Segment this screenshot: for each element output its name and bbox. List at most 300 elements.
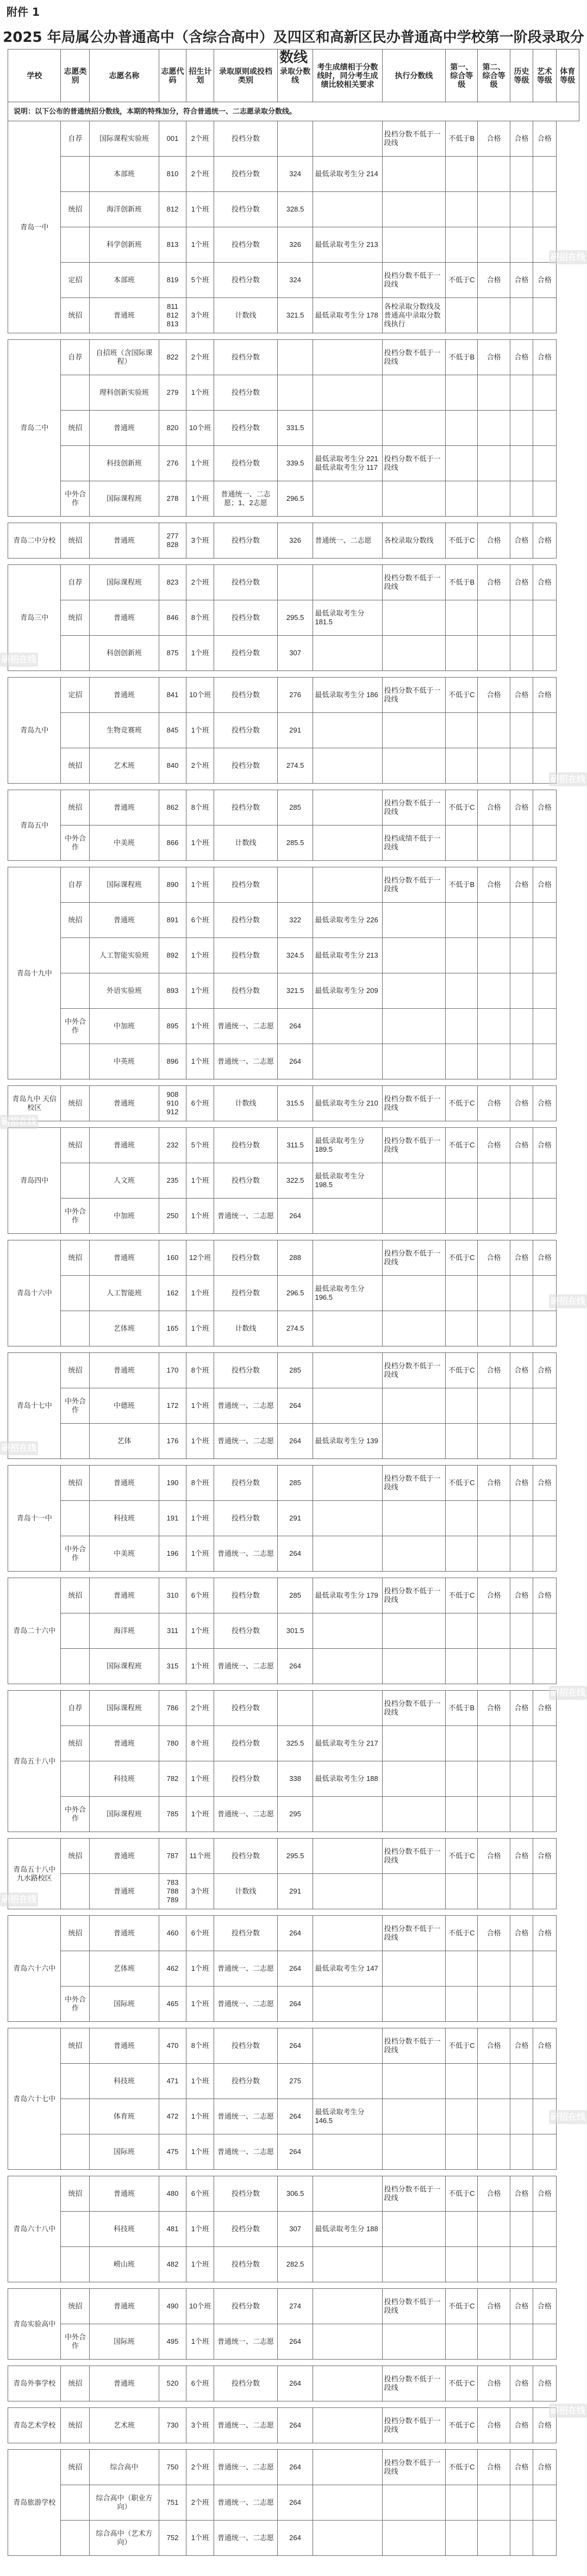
table-cell: 合格 — [478, 1128, 510, 1163]
table-cell: 普通统一、二志愿 — [214, 1009, 278, 1044]
table-cell — [510, 938, 533, 973]
column-header: 考生成绩相于分数线时，同分考生成绩比较相关要求 — [313, 49, 382, 102]
table-cell: 866 — [159, 825, 186, 861]
table-cell: 合格 — [533, 565, 556, 600]
table-cell — [277, 375, 313, 411]
table-cell: 投档分数不低于一段线 — [382, 1916, 446, 1951]
table-cell — [61, 157, 90, 192]
table-cell: 合格 — [533, 2450, 556, 2485]
table-cell: 264 — [277, 1649, 313, 1684]
table-cell: 合格 — [533, 523, 556, 558]
table-cell: 投档分数不低于一段线 — [382, 446, 446, 481]
table-cell: 中加班 — [90, 1199, 159, 1234]
table-cell: 生物竞赛班 — [90, 713, 159, 748]
table-cell — [446, 157, 478, 192]
table-cell: 191 — [159, 1501, 186, 1536]
table-cell: 3个班 — [186, 523, 214, 558]
table-cell: 813 — [159, 227, 186, 263]
table-cell: 艺术班 — [90, 748, 159, 784]
table-row — [8, 1276, 579, 1311]
table-row — [8, 1128, 579, 1163]
table-cell: 合格 — [478, 2408, 510, 2443]
table-row — [8, 1916, 579, 1951]
table-cell — [533, 713, 556, 748]
table-cell: 1个班 — [186, 1649, 214, 1684]
table-row — [8, 1578, 579, 1613]
table-cell — [382, 1726, 446, 1761]
table-cell: 1个班 — [186, 481, 214, 517]
table-cell — [510, 1044, 533, 1079]
table-cell: 投档分数 — [214, 1578, 278, 1613]
section-gap — [8, 1234, 579, 1240]
table-cell: 合格 — [478, 2176, 510, 2212]
table-cell: 291 — [277, 713, 313, 748]
table-cell — [382, 2485, 446, 2521]
table-cell: 中外合作 — [61, 1009, 90, 1044]
table-cell — [478, 1199, 510, 1234]
table-cell: 264 — [277, 2134, 313, 2170]
table-row — [8, 565, 579, 600]
table-cell — [478, 1163, 510, 1199]
table-cell: 最低录取考生分 226 — [313, 903, 382, 938]
table-cell: 科技班 — [90, 1501, 159, 1536]
table-cell: 普通班 — [90, 2028, 159, 2064]
table-cell: 人文班 — [90, 1163, 159, 1199]
table-cell: 合格 — [478, 1353, 510, 1388]
table-cell — [510, 446, 533, 481]
table-cell: 中美班 — [90, 825, 159, 861]
section-gap — [8, 558, 579, 565]
table-cell: 不低于B — [446, 867, 478, 903]
table-cell: 751 — [159, 2485, 186, 2521]
table-cell — [382, 227, 446, 263]
table-cell — [61, 2134, 90, 2170]
table-cell: 合格 — [510, 1839, 533, 1874]
table-cell: 统招 — [61, 1839, 90, 1874]
table-cell — [382, 938, 446, 973]
table-cell — [313, 2485, 382, 2521]
watermark-logo: 研招在线 — [549, 250, 587, 264]
table-cell: 合格 — [510, 263, 533, 298]
table-cell — [313, 375, 382, 411]
table-cell: 482 — [159, 2247, 186, 2282]
table-cell: 投档分数 — [214, 678, 278, 713]
table-cell: 1个班 — [186, 973, 214, 1009]
table-cell: 750 — [159, 2450, 186, 2485]
table-cell: 6个班 — [186, 1578, 214, 1613]
table-cell: 8个班 — [186, 1466, 214, 1501]
section-gap — [8, 2443, 579, 2450]
table-cell: 264 — [277, 1044, 313, 1079]
table-cell: 11个班 — [186, 1839, 214, 1874]
table-cell — [478, 157, 510, 192]
table-cell: 1个班 — [186, 2099, 214, 2134]
table-cell — [510, 2212, 533, 2247]
table-cell: 自荐 — [61, 121, 90, 157]
table-row — [8, 1009, 579, 1044]
table-cell — [478, 1009, 510, 1044]
section-gap — [8, 1459, 579, 1466]
table-cell: 8个班 — [186, 790, 214, 825]
table-cell: 中美班 — [90, 1536, 159, 1572]
table-cell: 不低于B — [446, 121, 478, 157]
table-cell: 1个班 — [186, 1987, 214, 2022]
table-cell — [446, 2324, 478, 2360]
table-cell: 投档分数 — [214, 1501, 278, 1536]
table-cell: 307 — [277, 2212, 313, 2247]
table-cell: 不低于B — [446, 1691, 478, 1726]
table-cell: 908 910 912 — [159, 1086, 186, 1121]
table-cell — [61, 2521, 90, 2556]
table-cell — [478, 636, 510, 671]
table-row — [8, 227, 579, 263]
table-cell — [61, 2064, 90, 2099]
table-cell: 310 — [159, 1578, 186, 1613]
table-row — [8, 825, 579, 861]
table-cell: 投档分数 — [214, 1163, 278, 1199]
table-cell: 合格 — [510, 1916, 533, 1951]
table-cell: 276 — [277, 678, 313, 713]
table-cell: 自荐 — [61, 867, 90, 903]
table-cell: 1个班 — [186, 1388, 214, 1424]
table-cell — [478, 2324, 510, 2360]
table-cell — [61, 1311, 90, 1346]
school-name-cell: 青岛四中 — [8, 1128, 61, 1234]
table-cell — [61, 1424, 90, 1459]
table-cell — [382, 1199, 446, 1234]
table-cell: 定招 — [61, 263, 90, 298]
table-cell — [382, 973, 446, 1009]
table-cell — [478, 1424, 510, 1459]
table-cell: 282.5 — [277, 2247, 313, 2282]
table-cell: 科技班 — [90, 2212, 159, 2247]
section-gap — [8, 861, 579, 867]
table-cell — [446, 411, 478, 446]
table-cell — [313, 2408, 382, 2443]
table-cell: 自荐 — [61, 1691, 90, 1726]
table-row — [8, 1086, 579, 1121]
table-cell: 472 — [159, 2099, 186, 2134]
table-cell: 不低于C — [446, 1839, 478, 1874]
section-gap — [8, 2401, 579, 2408]
section-gap-cell — [8, 784, 579, 790]
table-cell — [382, 2099, 446, 2134]
table-cell: 投档分数 — [214, 1691, 278, 1726]
table-cell: 170 — [159, 1353, 186, 1388]
table-cell — [533, 1951, 556, 1987]
table-cell — [510, 1163, 533, 1199]
table-cell: 264 — [277, 2450, 313, 2485]
section-gap-cell — [8, 2401, 579, 2408]
table-cell — [382, 2324, 446, 2360]
table-cell — [382, 903, 446, 938]
table-cell: 470 — [159, 2028, 186, 2064]
table-cell — [533, 600, 556, 636]
table-cell — [382, 1613, 446, 1649]
table-cell — [382, 1951, 446, 1987]
table-cell: 291 — [277, 1874, 313, 1909]
table-cell — [382, 2247, 446, 2282]
table-cell: 1个班 — [186, 1311, 214, 1346]
table-cell: 合格 — [510, 121, 533, 157]
table-row — [8, 1691, 579, 1726]
table-cell: 合格 — [510, 1578, 533, 1613]
table-cell: 338 — [277, 1761, 313, 1797]
table-cell — [313, 565, 382, 600]
table-cell — [533, 2485, 556, 2521]
table-cell: 295 — [277, 1797, 313, 1832]
school-name-cell: 青岛旅游学校 — [8, 2450, 61, 2556]
table-cell: 合格 — [478, 790, 510, 825]
table-row — [8, 1951, 579, 1987]
table-cell: 统招 — [61, 298, 90, 333]
table-row — [8, 1163, 579, 1199]
table-cell: 12个班 — [186, 1240, 214, 1276]
table-cell — [510, 481, 533, 517]
table-cell: 海洋班 — [90, 1613, 159, 1649]
table-cell: 国际班 — [90, 1987, 159, 2022]
table-cell: 合格 — [478, 1240, 510, 1276]
table-cell: 不低于C — [446, 2366, 478, 2401]
table-cell: 475 — [159, 2134, 186, 2170]
table-cell: 投档分数 — [214, 938, 278, 973]
table-cell — [61, 938, 90, 973]
table-cell — [313, 1916, 382, 1951]
table-header-row — [8, 49, 579, 102]
table-cell: 合格 — [533, 121, 556, 157]
table-cell: 合格 — [510, 867, 533, 903]
table-cell: 统招 — [61, 523, 90, 558]
table-cell: 投档分数不低于一段线 — [382, 1578, 446, 1613]
table-cell: 001 — [159, 121, 186, 157]
table-cell — [446, 1761, 478, 1797]
school-name-cell: 青岛五中 — [8, 790, 61, 861]
table-cell — [510, 973, 533, 1009]
section-gap-cell — [8, 1079, 579, 1086]
table-cell: 279 — [159, 375, 186, 411]
table-cell — [533, 1761, 556, 1797]
table-cell — [533, 1388, 556, 1424]
watermark-logo: 研招在线 — [0, 1441, 38, 1455]
table-cell: 投档分数不低于一段线 — [382, 1128, 446, 1163]
table-cell: 311.5 — [277, 1128, 313, 1163]
table-cell: 5个班 — [186, 1128, 214, 1163]
table-cell — [313, 192, 382, 227]
table-cell — [382, 481, 446, 517]
table-cell: 1个班 — [186, 636, 214, 671]
table-row — [8, 867, 579, 903]
table-cell — [446, 481, 478, 517]
table-cell: 264 — [277, 1199, 313, 1234]
table-row — [8, 790, 579, 825]
table-cell: 投档分数 — [214, 1916, 278, 1951]
table-cell: 投档分数不低于一段线 — [382, 1839, 446, 1874]
table-cell: 投档分数 — [214, 192, 278, 227]
table-cell: 1个班 — [186, 2521, 214, 2556]
table-cell: 250 — [159, 1199, 186, 1234]
table-cell: 普通统一、二志愿；1、2志愿 — [214, 481, 278, 517]
table-row — [8, 411, 579, 446]
table-cell: 264 — [277, 1424, 313, 1459]
table-cell: 165 — [159, 1311, 186, 1346]
table-cell: 投档分数不低于一段线 — [382, 1691, 446, 1726]
table-cell: 462 — [159, 1951, 186, 1987]
table-cell — [478, 903, 510, 938]
table-cell — [533, 1726, 556, 1761]
table-cell: 最低录取考生分 181.5 — [313, 600, 382, 636]
table-row — [8, 600, 579, 636]
table-cell — [478, 1874, 510, 1909]
table-cell: 232 — [159, 1128, 186, 1163]
table-cell: 科技班 — [90, 1761, 159, 1797]
table-cell — [510, 600, 533, 636]
table-cell — [61, 1163, 90, 1199]
table-cell — [382, 1501, 446, 1536]
table-cell — [61, 446, 90, 481]
section-gap-cell — [8, 2443, 579, 2450]
table-cell — [478, 713, 510, 748]
table-row — [8, 481, 579, 517]
table-cell: 投档分数 — [214, 867, 278, 903]
table-cell: 1个班 — [186, 2324, 214, 2360]
table-cell: 普通班 — [90, 1466, 159, 1501]
section-gap — [8, 2022, 579, 2028]
table-cell — [313, 1240, 382, 1276]
table-cell: 合格 — [533, 1466, 556, 1501]
table-cell: 投档分数 — [214, 375, 278, 411]
table-cell: 1个班 — [186, 1044, 214, 1079]
table-cell — [478, 411, 510, 446]
table-cell — [510, 1388, 533, 1424]
table-cell: 投档分数 — [214, 903, 278, 938]
table-cell — [510, 2247, 533, 2282]
table-cell: 823 — [159, 565, 186, 600]
table-cell — [533, 1613, 556, 1649]
section-gap — [8, 1832, 579, 1839]
table-cell — [510, 1009, 533, 1044]
table-cell: 海洋创新班 — [90, 192, 159, 227]
table-cell: 合格 — [478, 2366, 510, 2401]
school-name-cell: 青岛二中分校 — [8, 523, 61, 558]
table-cell: 最低录取考生分 217 — [313, 1726, 382, 1761]
table-cell — [510, 713, 533, 748]
table-cell — [61, 2212, 90, 2247]
table-cell — [277, 1691, 313, 1726]
table-cell: 326 — [277, 227, 313, 263]
table-cell: 普通班 — [90, 600, 159, 636]
table-cell: 264 — [277, 1987, 313, 2022]
table-cell: 统招 — [61, 748, 90, 784]
table-row — [8, 973, 579, 1009]
table-cell: 1个班 — [186, 2247, 214, 2282]
table-cell — [382, 1388, 446, 1424]
table-cell: 不低于C — [446, 2028, 478, 2064]
table-cell — [533, 375, 556, 411]
table-cell — [446, 1613, 478, 1649]
table-cell: 投档分数不低于一段线 — [382, 2450, 446, 2485]
table-cell: 计数线 — [214, 298, 278, 333]
table-cell: 投档分数 — [214, 973, 278, 1009]
table-cell — [446, 636, 478, 671]
table-cell — [533, 1424, 556, 1459]
table-cell — [533, 2212, 556, 2247]
table-row — [8, 678, 579, 713]
table-cell — [510, 298, 533, 333]
table-row — [8, 1839, 579, 1874]
section-gap-cell — [8, 2282, 579, 2289]
school-name-cell: 青岛十九中 — [8, 867, 61, 1079]
section-gap-cell — [8, 333, 579, 340]
table-cell — [478, 1276, 510, 1311]
table-row — [8, 2247, 579, 2282]
table-cell — [313, 2521, 382, 2556]
table-cell: 最低录取考生分 221 最低录取考生分 117 — [313, 446, 382, 481]
table-cell — [382, 1044, 446, 1079]
column-header: 艺术等级 — [533, 49, 556, 102]
table-cell: 统招 — [61, 1578, 90, 1613]
table-cell — [446, 1726, 478, 1761]
table-cell: 普通班 — [90, 1726, 159, 1761]
table-cell — [61, 1874, 90, 1909]
table-row — [8, 938, 579, 973]
table-cell: 普通统一、二志愿 — [214, 2099, 278, 2134]
table-cell: 中外合作 — [61, 2324, 90, 2360]
table-cell — [313, 790, 382, 825]
table-cell: 投档分数 — [214, 1353, 278, 1388]
table-cell: 合格 — [533, 1916, 556, 1951]
table-cell: 普通统一、二志愿 — [214, 1951, 278, 1987]
table-cell — [446, 1536, 478, 1572]
table-cell: 480 — [159, 2176, 186, 2212]
table-cell: 投档分数不低于一段线 — [382, 2289, 446, 2324]
section-gap — [8, 333, 579, 340]
table-cell: 8个班 — [186, 1353, 214, 1388]
table-cell — [382, 636, 446, 671]
table-cell — [478, 1044, 510, 1079]
table-cell — [313, 1199, 382, 1234]
table-cell: 普通统一、二志愿 — [214, 2450, 278, 2485]
table-cell — [277, 565, 313, 600]
table-note: 说明：以下公布的普通统招分数线，本期的特殊加分，符合普通统一、二志愿录取分数线。 — [8, 102, 579, 121]
table-cell — [61, 1276, 90, 1311]
table-cell — [313, 1311, 382, 1346]
table-cell: 投档分数 — [214, 1128, 278, 1163]
table-cell — [313, 2366, 382, 2401]
table-cell: 中外合作 — [61, 1388, 90, 1424]
table-row — [8, 2408, 579, 2443]
table-cell: 统招 — [61, 2408, 90, 2443]
column-header: 体育等级 — [556, 49, 579, 102]
table-cell — [478, 748, 510, 784]
table-cell — [313, 263, 382, 298]
table-cell: 外语实验班 — [90, 973, 159, 1009]
table-cell: 8个班 — [186, 600, 214, 636]
table-cell — [446, 192, 478, 227]
table-cell — [533, 903, 556, 938]
table-cell: 890 — [159, 867, 186, 903]
table-cell — [382, 1987, 446, 2022]
table-cell: 合格 — [478, 1839, 510, 1874]
table-cell — [446, 446, 478, 481]
table-cell: 1个班 — [186, 713, 214, 748]
school-name-cell: 青岛六十六中 — [8, 1916, 61, 2022]
column-header: 第一、综合等级 — [446, 49, 478, 102]
table-cell: 274.5 — [277, 748, 313, 784]
table-cell: 投档分数不低于一段线 — [382, 565, 446, 600]
table-cell: 最低录取考生分 186 — [313, 678, 382, 713]
table-cell: 中外合作 — [61, 1536, 90, 1572]
table-cell — [478, 1613, 510, 1649]
